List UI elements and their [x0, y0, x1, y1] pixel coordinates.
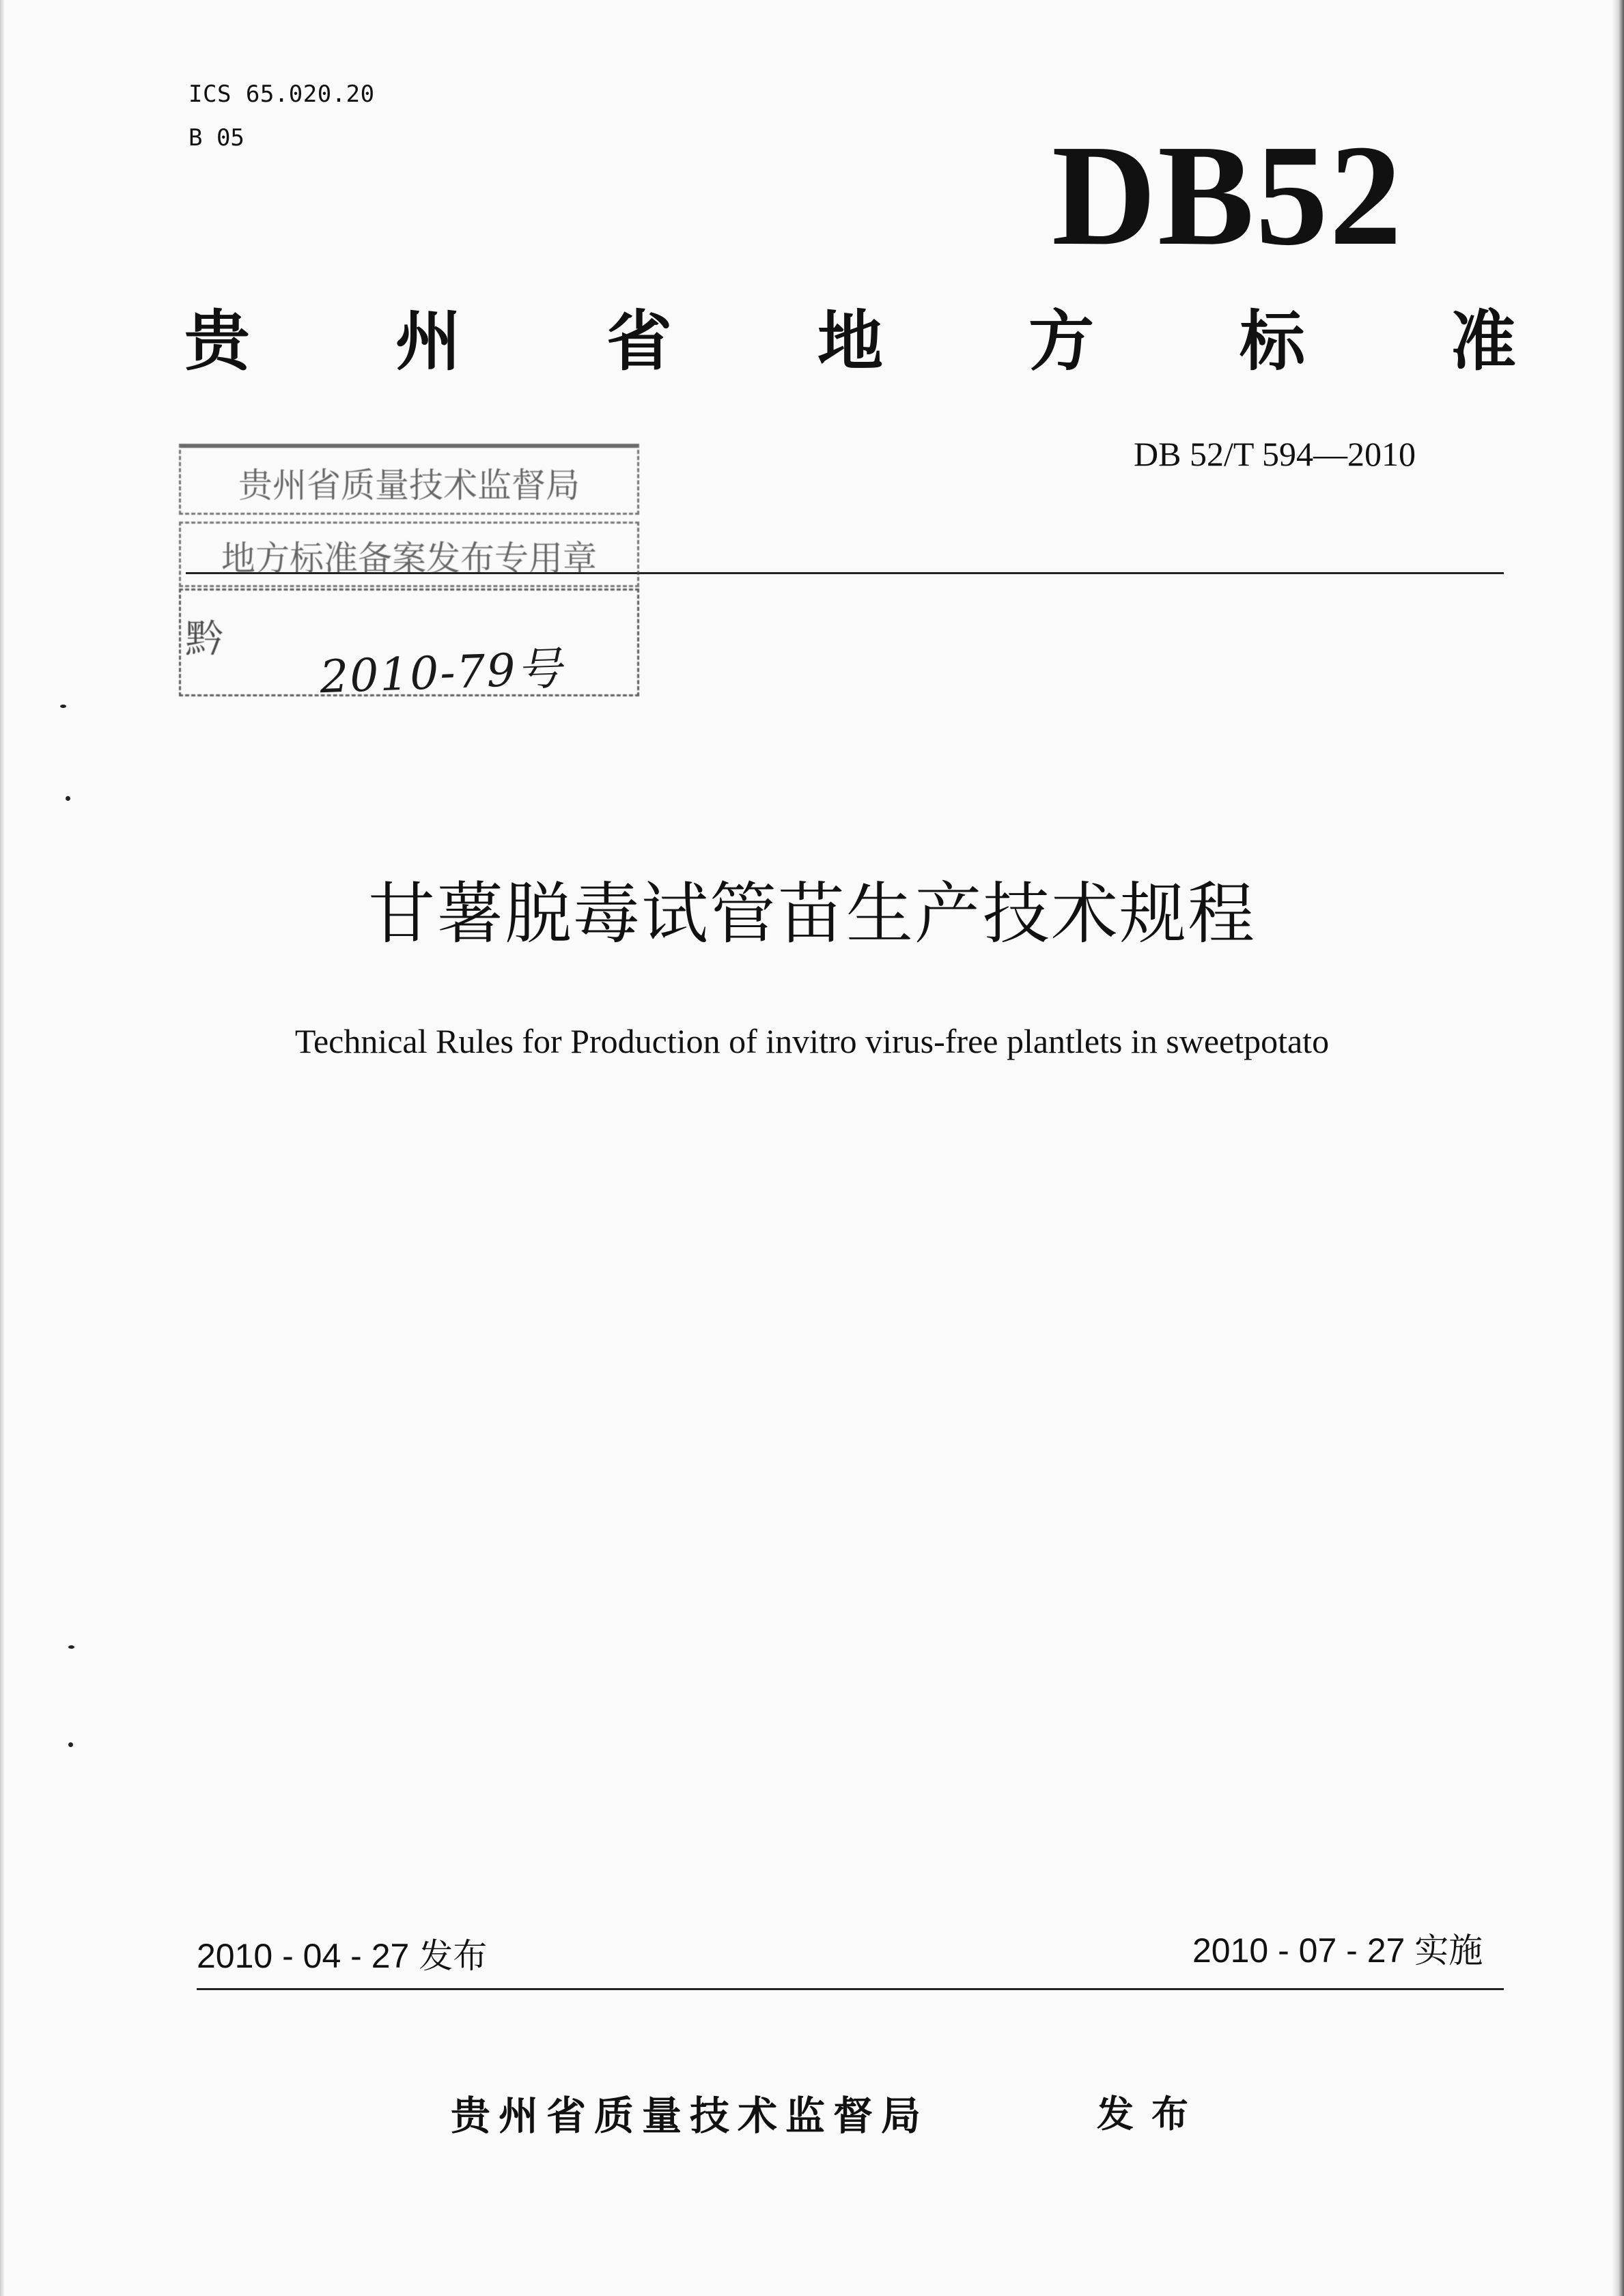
- footer-divider: [197, 1988, 1504, 1990]
- publisher-name: 贵州省质量技术监督局: [451, 2093, 929, 2139]
- implementation-date: 2010 - 07 - 27 实施: [1192, 1931, 1483, 1970]
- standard-type-char: 准: [1451, 303, 1516, 380]
- db-code-logo: DB52: [1052, 115, 1403, 275]
- scan-speck: [68, 1742, 73, 1747]
- issue-date: 2010 - 04 - 27 发布: [197, 1937, 488, 1975]
- stamp-issuer-line: 贵州省质量技术监督局: [179, 444, 639, 515]
- title-english: Technical Rules for Production of invitro virus-free plantlets in sweetpotato: [294, 1022, 1330, 1060]
- scan-speck: [60, 705, 66, 708]
- standard-type-char: 标: [1240, 303, 1305, 380]
- standard-number: DB 52/T 594—2010: [1134, 435, 1416, 473]
- stamp-record-label: 黔: [185, 617, 223, 662]
- title-chinese: 甘薯脱毒试管苗生产技术规程: [367, 875, 1256, 953]
- standard-type-char: 州: [395, 303, 461, 380]
- scan-speck: [68, 1645, 74, 1649]
- page-edge-left: [0, 0, 4, 2296]
- standard-type-char: 地: [817, 303, 883, 380]
- standard-type-heading: [184, 303, 1516, 391]
- standard-type-char: 方: [1028, 303, 1094, 380]
- scan-speck: [66, 796, 70, 801]
- standard-type-char: 省: [606, 303, 672, 380]
- publish-label: 发布: [1097, 2093, 1206, 2136]
- stamp-purpose-line: 地方标准备案发布专用章: [179, 522, 639, 587]
- stamp-handwritten-number: 2010-79号: [318, 642, 564, 704]
- filing-stamp: [179, 441, 639, 704]
- page-edge-right: [1613, 0, 1624, 2296]
- standard-type-char: 贵: [184, 303, 250, 380]
- ics-code: ICS 65.020.20: [188, 81, 375, 108]
- classification-code: B 05: [188, 124, 244, 152]
